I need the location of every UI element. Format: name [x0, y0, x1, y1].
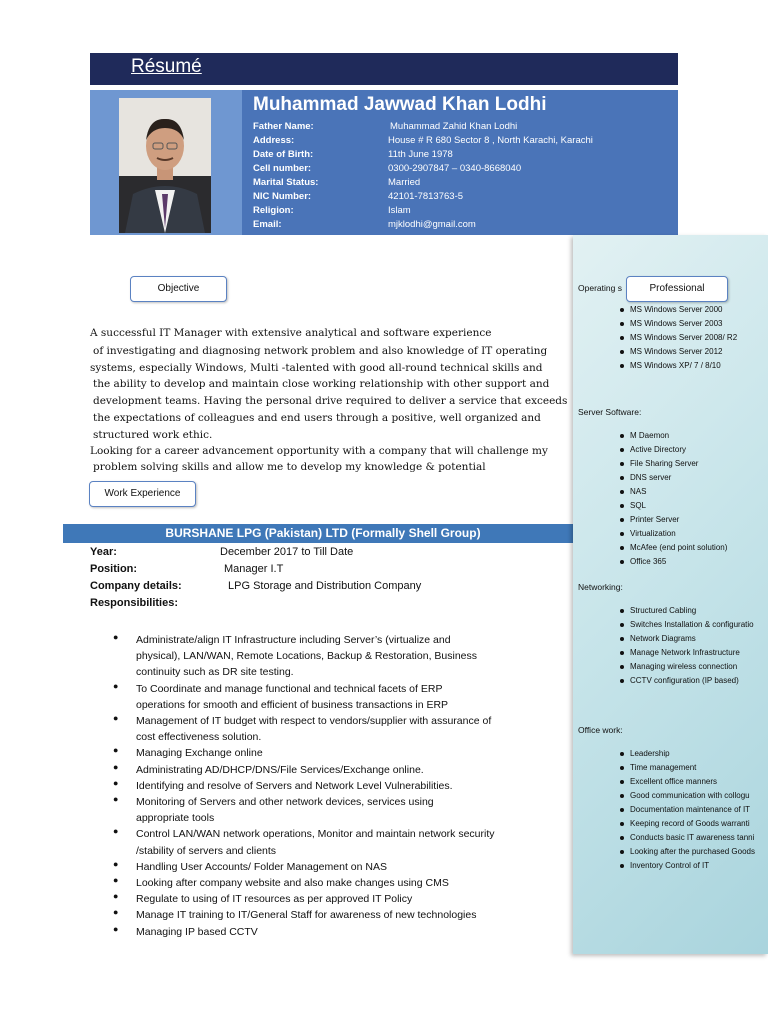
- skill-item: [620, 305, 722, 314]
- bullet-icon: [620, 462, 624, 466]
- info-label: Email:: [253, 219, 282, 230]
- info-label: Marital Status:: [253, 177, 319, 188]
- responsibility-text: To Coordinate and manage functional and technical facets of ERP: [136, 682, 443, 695]
- skill-text: Office 365: [630, 557, 667, 566]
- bullet-icon: ●: [113, 907, 119, 918]
- bullet-icon: ●: [113, 745, 119, 756]
- job-label: Responsibilities:: [90, 597, 179, 609]
- skill-text: Manage Network Infrastructure: [630, 648, 740, 657]
- skills-section-heading: Office work:: [578, 725, 623, 735]
- info-value: 11th June 1978: [388, 149, 453, 160]
- skill-text: Time management: [630, 763, 697, 772]
- responsibility-text: Monitoring of Servers and other network devices, services using: [136, 796, 434, 808]
- objective-heading: Objective: [130, 276, 227, 302]
- responsibility-text: Regulate to using of IT resources as per approved IT Policy: [136, 893, 413, 906]
- responsibility-text: Manage IT training to IT/General Staff for awareness of new technologies: [136, 909, 477, 922]
- info-label: Father Name:: [253, 121, 314, 132]
- bullet-icon: [620, 794, 624, 798]
- info-value: Married: [388, 177, 421, 188]
- objective-line: the expectations of colleagues and end users through a positive, well organized and: [93, 412, 541, 424]
- bullet-icon: [620, 679, 624, 683]
- bullet-icon: [620, 864, 624, 868]
- skill-item: [620, 347, 722, 356]
- bullet-icon: ●: [113, 891, 119, 902]
- info-value: 0300-2907847 – 0340-8668040: [388, 163, 522, 174]
- responsibility-text: Management of IT budget with respect to vendors/supplier with assurance of: [136, 715, 492, 727]
- email-link[interactable]: mjklodhi@gmail.com: [388, 219, 476, 230]
- skill-item: [620, 529, 676, 538]
- skill-item: [620, 805, 750, 814]
- sidebar-content: [573, 235, 768, 954]
- objective-line: structured work ethic.: [93, 429, 213, 441]
- bullet-icon: [620, 836, 624, 840]
- skill-text: MS Windows Server 2008/ R2: [630, 333, 738, 342]
- resume-title: Résumé: [131, 56, 202, 77]
- responsibility-text: appropriate tools: [136, 812, 215, 825]
- objective-line: problem solving skills and allow me to develop my knowledge & potential: [93, 461, 486, 473]
- professional-heading: Professional: [626, 276, 728, 302]
- skill-text: DNS server: [630, 473, 672, 482]
- bullet-icon: [620, 665, 624, 669]
- bullet-icon: [620, 322, 624, 326]
- skill-item: [620, 634, 696, 643]
- skills-section-heading: Operating s: [578, 283, 622, 293]
- skill-text: Keeping record of Goods warranti: [630, 819, 750, 828]
- skill-item: [620, 361, 721, 370]
- bullet-icon: [620, 308, 624, 312]
- skill-item: [620, 861, 709, 870]
- skill-text: MS Windows Server 2012: [630, 347, 723, 356]
- skill-item: [620, 749, 670, 758]
- skill-text: Network Diagrams: [630, 634, 696, 643]
- job-label: Position:: [90, 563, 138, 575]
- skill-text: Structured Cabling: [630, 606, 697, 615]
- bullet-icon: ●: [113, 875, 119, 885]
- bullet-icon: ●: [113, 777, 119, 788]
- job-label: Year:: [90, 546, 117, 558]
- bullet-icon: [620, 752, 624, 756]
- skill-item: [620, 487, 646, 496]
- skill-item: [620, 662, 737, 671]
- info-value: Muhammad Zahid Khan Lodhi: [390, 121, 518, 132]
- responsibility-text: Managing IP based CCTV: [136, 925, 258, 938]
- skill-text: Switches Installation & configuratio: [630, 620, 754, 629]
- skill-item: [620, 543, 727, 552]
- responsibility-text: continuity such as DR site testing.: [136, 666, 294, 679]
- bullet-icon: ●: [113, 680, 119, 691]
- skill-text: NAS: [630, 487, 647, 496]
- bullet-icon: ●: [113, 713, 119, 723]
- skill-item: [620, 648, 740, 657]
- bullet-icon: ●: [113, 858, 119, 869]
- responsibility-text: Administrating AD/DHCP/DNS/File Services/Exchange online.: [136, 763, 424, 776]
- bullet-icon: [620, 637, 624, 641]
- skill-item: [620, 763, 696, 772]
- skill-text: SQL: [630, 501, 647, 510]
- bullet-icon: [620, 780, 624, 784]
- skill-text: File Sharing Server: [630, 459, 699, 468]
- skills-section-heading: Server Software:: [578, 407, 642, 417]
- skill-item: [620, 606, 696, 615]
- objective-line: Looking for a career advancement opportunity with a company that will challenge my: [90, 445, 548, 457]
- skill-text: McAfee (end point solution): [630, 543, 728, 552]
- skill-text: Managing wireless connection: [630, 662, 738, 671]
- bullet-icon: ●: [113, 632, 119, 642]
- bullet-icon: [620, 850, 624, 854]
- skill-text: Looking after the purchased Goods: [630, 847, 755, 856]
- bullet-icon: [620, 364, 624, 368]
- objective-line: A successful IT Manager with extensive analytical and software experience: [90, 327, 492, 339]
- responsibility-text: Administrate/align IT Infrastructure including Server’s (virtualize and: [136, 634, 451, 646]
- job-value: Manager I.T: [224, 563, 284, 575]
- responsibility-text: cost effectiveness solution.: [136, 731, 262, 744]
- skill-item: [620, 557, 666, 566]
- skill-item: [620, 819, 750, 828]
- skill-text: CCTV configuration (IP based): [630, 676, 739, 685]
- bullet-icon: [620, 766, 624, 770]
- bullet-icon: [620, 532, 624, 536]
- objective-line: of investigating and diagnosing network problem and also knowledge of IT operating: [93, 345, 548, 357]
- skills-section-heading: Networking:: [578, 582, 623, 592]
- candidate-name: Muhammad Jawwad Khan Lodhi: [253, 94, 547, 115]
- bullet-icon: ●: [113, 923, 119, 934]
- job-value: December 2017 to Till Date: [220, 546, 354, 558]
- skill-item: [620, 431, 669, 440]
- bullet-icon: ●: [113, 761, 119, 772]
- skill-item: [620, 833, 754, 842]
- objective-line: systems, especially Windows, Multi -talented with good all-round technical skills and: [90, 362, 543, 374]
- skill-item: [620, 319, 722, 328]
- objective-line: the ability to develop and maintain close working relationship with other support and: [93, 378, 550, 390]
- skill-text: MS Windows XP/ 7 / 8/10: [630, 361, 721, 370]
- skill-item: [620, 445, 686, 454]
- skill-text: Leadership: [630, 749, 670, 758]
- skill-item: [620, 501, 646, 510]
- bullet-icon: [620, 350, 624, 354]
- skill-text: MS Windows Server 2000: [630, 305, 723, 314]
- bullet-icon: ●: [113, 794, 119, 804]
- company-name: BURSHANE LPG (Pakistan) LTD (Formally Shell Group): [165, 526, 481, 540]
- skill-item: [620, 847, 755, 856]
- skill-item: [620, 676, 739, 685]
- skill-item: [620, 459, 698, 468]
- portrait-image: [119, 98, 211, 233]
- skill-item: [620, 620, 754, 629]
- bullet-icon: [620, 504, 624, 508]
- info-value: House # R 680 Sector 8 , North Karachi, Karachi: [388, 135, 593, 146]
- skill-item: [620, 791, 750, 800]
- responsibility-text: Handling User Accounts/ Folder Management on NAS: [136, 860, 387, 873]
- skill-text: Excellent office manners: [630, 777, 718, 786]
- skill-text: Good communication with collogu: [630, 791, 750, 800]
- responsibility-text: operations for smooth and efficient of business transactions in ERP: [136, 698, 449, 711]
- skill-text: Printer Server: [630, 515, 680, 524]
- info-value: Islam: [388, 205, 411, 216]
- skill-text: M Daemon: [630, 431, 670, 440]
- responsibility-text: Managing Exchange online: [136, 747, 263, 760]
- bullet-icon: [620, 822, 624, 826]
- skill-item: [620, 473, 671, 482]
- skill-item: [620, 515, 679, 524]
- bullet-icon: [620, 518, 624, 522]
- bullet-icon: [620, 336, 624, 340]
- responsibility-text: /stability of servers and clients: [136, 844, 277, 857]
- bullet-icon: [620, 808, 624, 812]
- bullet-icon: [620, 490, 624, 494]
- info-label: Cell number:: [253, 163, 312, 174]
- job-value: LPG Storage and Distribution Company: [228, 580, 422, 592]
- bullet-icon: [620, 546, 624, 550]
- responsibility-text: Looking after company website and also make changes using CMS: [136, 877, 449, 889]
- work-experience-heading: Work Experience: [89, 481, 196, 507]
- skill-text: Inventory Control of IT: [630, 861, 710, 870]
- skill-item: [620, 333, 737, 342]
- info-label: NIC Number:: [253, 191, 312, 202]
- bullet-icon: [620, 623, 624, 627]
- responsibility-text: Control LAN/WAN network operations, Monitor and maintain network security: [136, 828, 495, 841]
- bullet-icon: [620, 609, 624, 613]
- responsibility-text: Identifying and resolve of Servers and Network Level Vulnerabilities.: [136, 779, 453, 792]
- skill-text: MS Windows Server 2003: [630, 319, 723, 328]
- bullet-icon: ●: [113, 826, 119, 837]
- bullet-icon: [620, 448, 624, 452]
- skill-item: [620, 777, 717, 786]
- skill-text: Active Directory: [630, 445, 687, 454]
- responsibility-text: physical), LAN/WAN, Remote Locations, Backup & Restoration, Business: [136, 650, 478, 663]
- bullet-icon: [620, 434, 624, 438]
- skill-text: Virtualization: [630, 529, 676, 538]
- info-label: Date of Birth:: [253, 149, 314, 160]
- profile-photo: [119, 98, 211, 233]
- skill-text: Conducts basic IT awareness tanni: [630, 833, 755, 842]
- job-label: Company details:: [90, 580, 182, 592]
- info-value: 42101-7813763-5: [388, 191, 464, 202]
- info-label: Religion:: [253, 205, 294, 216]
- bullet-icon: [620, 651, 624, 655]
- bullet-icon: [620, 476, 624, 480]
- info-label: Address:: [253, 135, 295, 146]
- skill-text: Documentation maintenance of IT: [630, 805, 751, 814]
- objective-line: development teams. Having the personal drive required to deliver a service that exceeds: [93, 395, 568, 407]
- bullet-icon: [620, 560, 624, 564]
